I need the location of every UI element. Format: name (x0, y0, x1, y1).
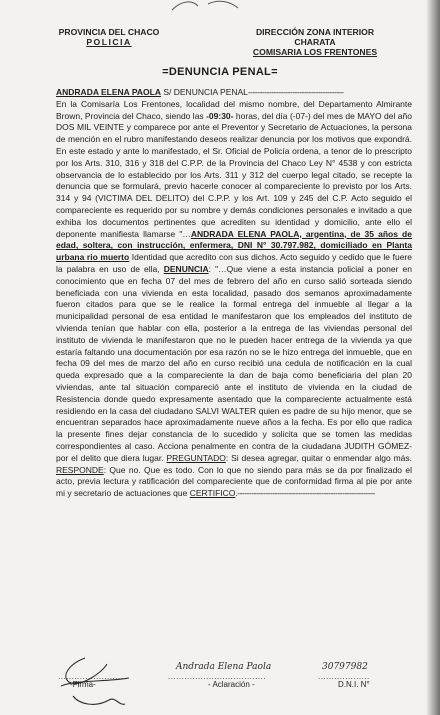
document-title: =DENUNCIA PENAL= (162, 66, 278, 78)
responde-text: : Que no. Que es todo. Con lo que no siendo para más se da por finalizado el acto, previa lectura y ratificación del compareciente que de conformidad firma al pie por ante mi y secretario de actuaciones que (56, 464, 412, 499)
aclaracion-label: - Aclaración - (208, 680, 255, 689)
identity-details: ANDRADA ELENA PAOLA, argentina, de 35 años de edad, soltera, con instrucción, enfermera, DNI N° 30.797.982, domiciliado en Planta urbana rio muerto (56, 228, 412, 263)
province-name: PROVINCIA DEL CHACO (58, 27, 160, 37)
subject-name: ANDRADA ELENA PAOLA (56, 87, 161, 97)
dni-line: ................... (318, 672, 370, 681)
intro-part-a: En la Comisaría Los Frentones, localidad del mismo nombre, del Departamento Almirante Brown, Provincia del Chaco, siendo las (56, 98, 412, 121)
signature-area (0, 650, 440, 715)
intro-part-c: Identidad que acredito con sus dichos. Acto seguido y cedido que le fuere la palabra en uso de ella, (56, 252, 412, 274)
direction-name: DIRECCIÓN ZONA INTERIOR CHARATA (255, 27, 375, 47)
statement-text: : "…Que viene a esta instancia policial a poner en conocimiento que en fecha 07 del mes de febrero del año en curso salió sorteada siendo beneficiada con una vivienda en esta localidad, pasado dos semanos aproximadamente fueron citados para que se le realice la formal entrega del inmueble al llegar a la municipalidad personal de esa entidad le manifestaron que los empleados del instituto de vivienda tenían que hablar con ella, posterior a la entrega de las viviendas personal del instituto de vivienda le manifestaron que no le pueden hacer entrega de la vivienda ya que estaría faltando una documentación por esa razón no se le hizo entrega del inmueble, que en fecha 09 del mes de marzo del año en curso recibió una cedula de notificación en la cual queda expresado que a la compareciente la dan de baja como beneficiaria del plan 20 viviendas, ante tal situación compareció ante el instituto de vivienda en la ciudad de Resistencia donde quedo expresamente asentado que la compareciente actualmente está residiendo en la casa del ciudadano SALVI WALTER quien es padre de su hijo menor, que se encuentran separados hace aproximadamente nueve años a la fecha. Es por ello que radica la presente fines dejar constancia de lo sucedido y solicita que se tomen las medidas correspondientes al caso. Acciona penalmente en contra de la ciudadana JUDITH GÓMEZ-por el delito que diera lugar. (56, 263, 412, 463)
firma-label: -Firma- (70, 680, 96, 689)
header-right (240, 27, 390, 57)
main-paragraph (56, 99, 412, 500)
police-label: POLICIA (86, 37, 132, 47)
pregunta-label: PREGUNTADO (166, 452, 226, 463)
handwritten-mark (168, 0, 258, 12)
page-edge-shadow (426, 0, 440, 715)
denuncia-label: DENUNCIA (163, 263, 209, 274)
subject-dashes: ----------------------------------------- (247, 87, 344, 97)
header-left (50, 27, 168, 47)
time-value: -09:30- (206, 110, 234, 121)
subject-line (56, 87, 412, 99)
certifico-label: CERTIFICO (189, 488, 236, 499)
pregunta-text: : Si desea agregar, quitar o enmendar algo más. (225, 452, 412, 463)
dni-label: D.N.I. N° (338, 680, 370, 689)
responde-label: RESPONDE (56, 464, 104, 475)
closing-dashes: .----------------------------------------------------------- (235, 488, 375, 499)
document-body (56, 87, 412, 500)
intro-part-b: horas, del día (-07-) del mes de MAYO del año DOS MIL VEINTE y comparece por ante el Preventor y Secretario de Actuaciones, la persona de mención en el rubro manifestando deseos realizar denuncia por los motivos que expondrá. En este estado y ante lo manifestado, el Sr. Oficial de Policía ordena, a tenor de lo prescripto por los Arts. 310, 316 y 318 del C.P.P. de la Provincia del Chaco Ley N° 4538 y con estricta observancia de lo establecido por los Arts. 311 y 312 del cuerpo legal citado, se recepte la denuncia que se formulará, previo hacerle conocer al compareciente lo previsto por los Arts. 314 y 94 (VICTIMA DEL DELITO) del C.P.P. y los Art. 109 y 245 del C.P. Acto seguido el compareciente es requerido por su nombre y demás condiciones personales e invitado a que exhiba los documentos pertinentes que acrediten su identidad y domicilio, ante ello el deponente manifiesta llamarse "… (56, 110, 412, 239)
subject-rest: S/ DENUNCIA PENAL (161, 87, 248, 97)
aclaracion-line: .................................... (168, 672, 267, 681)
dni-handwritten: 30797982 (322, 662, 368, 672)
aclaracion-handwritten: Andrada Elena Paola (176, 662, 272, 672)
firma-line: ........................ (58, 672, 124, 681)
station-name: COMISARIA LOS FRENTONES (252, 47, 378, 57)
